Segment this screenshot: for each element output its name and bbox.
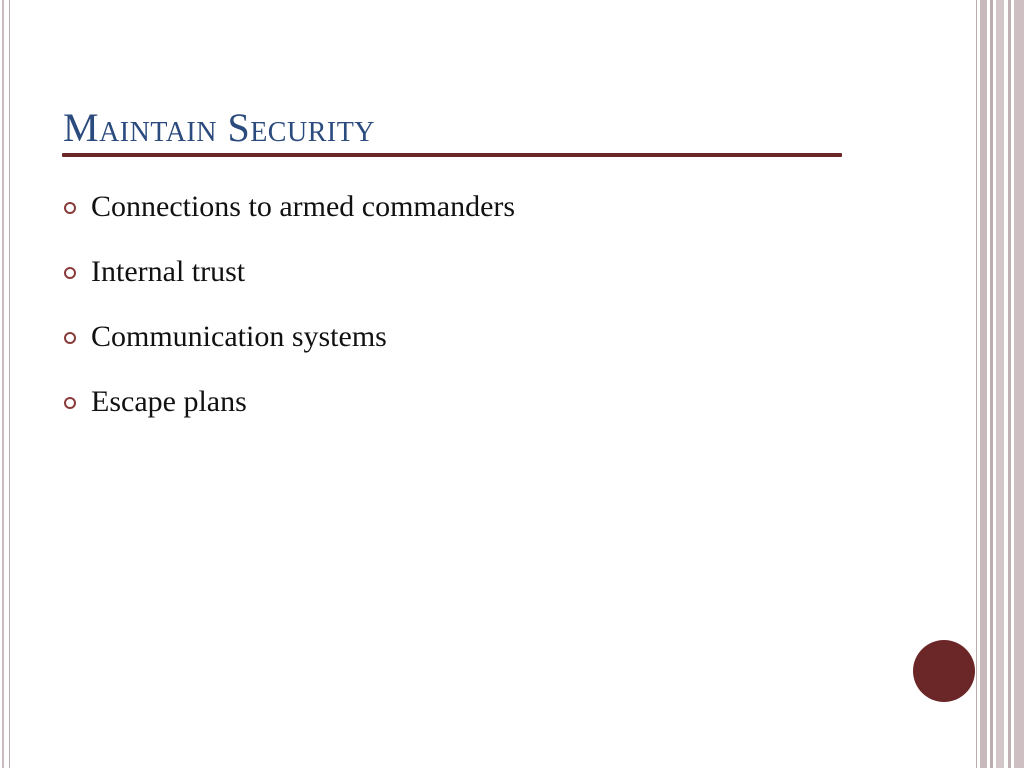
- hollow-circle-bullet-icon: [64, 397, 76, 409]
- bullet-text: Internal trust: [91, 255, 246, 288]
- slide-title: Maintain Security: [63, 105, 376, 150]
- right-stripe: [1008, 0, 1011, 768]
- bullet-list: [64, 188, 515, 448]
- bullet-item: [64, 383, 515, 448]
- left-border-line: [2, 0, 4, 768]
- bullet-text: Connections to armed commanders: [91, 190, 516, 223]
- bullet-text: Communication systems: [91, 320, 387, 353]
- right-stripe: [976, 0, 977, 768]
- right-stripe: [1014, 0, 1024, 768]
- hollow-circle-bullet-icon: [64, 267, 76, 279]
- right-stripe: [996, 0, 1004, 768]
- bullet-item: [64, 253, 515, 318]
- bullet-text: Escape plans: [91, 385, 247, 418]
- bullet-item: [64, 318, 515, 383]
- bullet-item: [64, 188, 515, 253]
- title-underline: [62, 153, 842, 157]
- right-stripe: [990, 0, 993, 768]
- left-border-line-inner: [9, 0, 10, 768]
- hollow-circle-bullet-icon: [64, 202, 76, 214]
- right-stripe: [980, 0, 987, 768]
- accent-circle-decoration: [913, 640, 975, 702]
- hollow-circle-bullet-icon: [64, 332, 76, 344]
